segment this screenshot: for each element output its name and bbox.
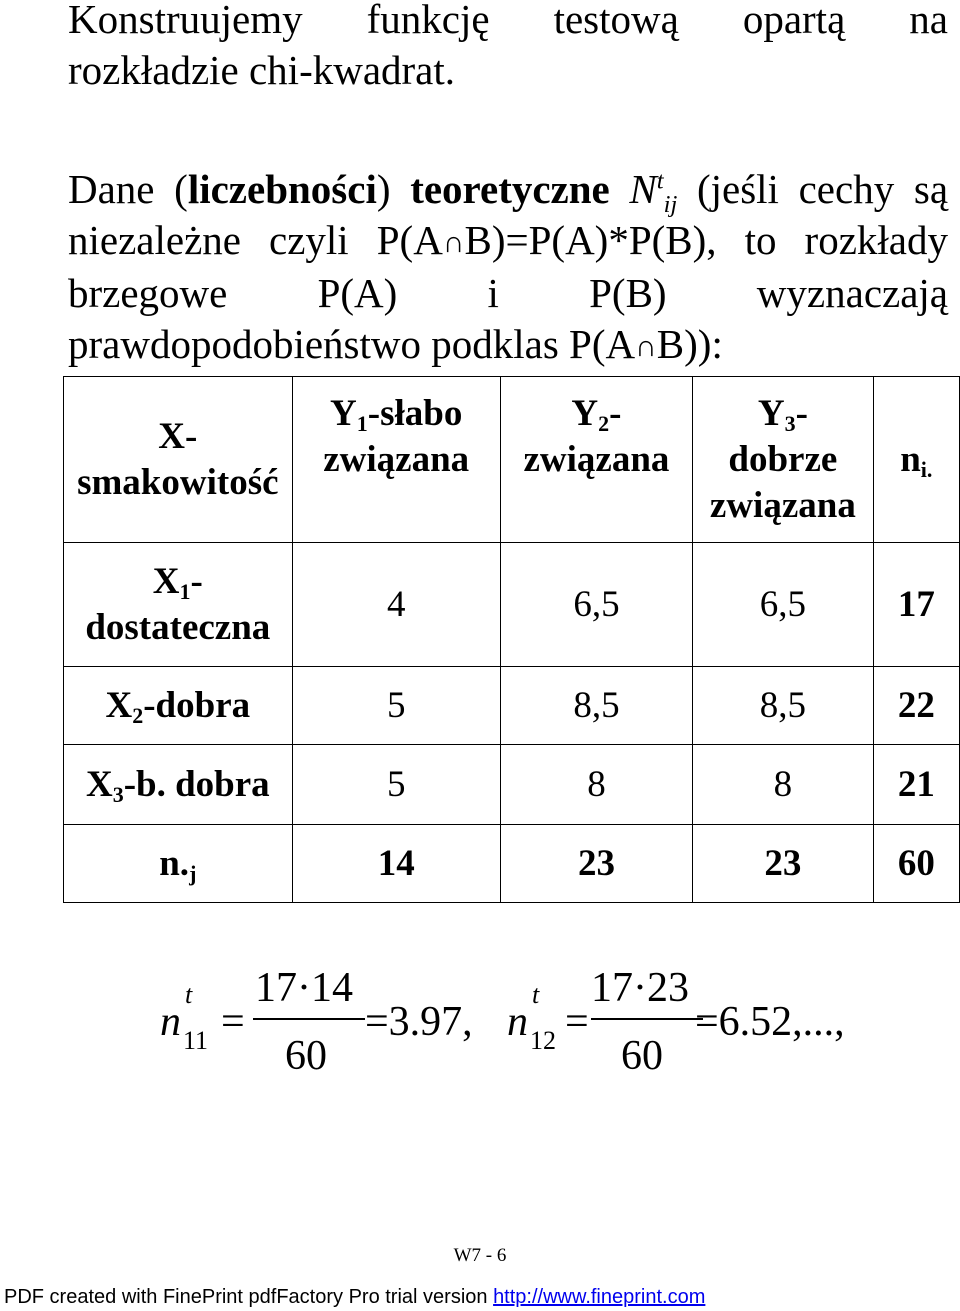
table-row	[64, 745, 960, 825]
grand-total: 60	[873, 825, 959, 903]
formula-num2: 17·23	[591, 965, 689, 1011]
paragraph-line-1: Dane (liczebności) teoretyczne $N^t_{ij}$ (jeśli cechy są	[68, 166, 949, 219]
header-y3: $Y_3-$ dobrze związana	[693, 377, 874, 543]
formula-t1: t	[185, 980, 193, 1009]
formula-res2: =6.52,...,	[695, 999, 845, 1045]
header-ni: $n_{i.}$	[873, 377, 959, 543]
formula-num1: 17·14	[255, 965, 353, 1011]
row-label: $X_3-b$. dobra	[64, 745, 293, 825]
fineprint-link[interactable]: http://www.fineprint.com	[493, 1286, 706, 1308]
totals-label: $n._j$	[64, 825, 293, 903]
formula-sub11: 11	[183, 1026, 209, 1055]
cell: 4	[292, 543, 500, 667]
bold-liczebnosci: liczebności	[187, 166, 377, 212]
pdf-footer-text: PDF created with FinePrint pdfFactory Pro trial version	[4, 1286, 494, 1308]
header-x: X- smakowitość	[64, 377, 293, 543]
formula-eq1: =	[221, 999, 245, 1045]
row-total: 17	[873, 543, 959, 667]
cell: 6,5	[500, 543, 692, 667]
header-y2: $Y_2-$ związana	[500, 377, 692, 543]
fraction-bar-1	[253, 1018, 365, 1020]
page-number: W7 - 6	[453, 1245, 507, 1266]
cell: 8,5	[500, 667, 692, 745]
paragraph-line-3: brzegowe P(A) i P(B) wyznaczają	[68, 270, 948, 316]
cell: 5	[292, 667, 500, 745]
formula-n11: n	[160, 999, 181, 1045]
intersection-symbol: ∩	[442, 226, 465, 259]
row-total: 22	[873, 667, 959, 745]
formula-den2: 60	[621, 1033, 663, 1079]
row-label: $X_2$-dobra	[64, 667, 293, 745]
table-totals-row	[64, 825, 960, 903]
column-total: 23	[500, 825, 692, 903]
intro-line-2: rozkładzie chi-kwadrat.	[68, 47, 456, 93]
table-row	[64, 667, 960, 745]
paragraph-line-2: niezależne czyli P(A∩B)=P(A)*P(B), to rozkłady	[68, 217, 948, 263]
cell: 8	[500, 745, 692, 825]
row-total: 21	[873, 745, 959, 825]
formula-res1: =3.97,	[365, 999, 473, 1045]
cell: 6,5	[693, 543, 874, 667]
formula-den1: 60	[285, 1033, 327, 1079]
pdf-footer	[4, 1286, 705, 1309]
intersection-symbol: ∩	[635, 330, 657, 363]
intro-line-1: Konstruujemy funkcję testową opartą na	[68, 0, 948, 42]
cell: 8	[693, 745, 874, 825]
row-label: $X_1-$ dostateczna	[64, 543, 293, 667]
formula-n12: n	[507, 999, 528, 1045]
formula-eq2: =	[565, 999, 589, 1045]
cell: 8,5	[693, 667, 874, 745]
contingency-table	[63, 376, 960, 903]
header-y1: $Y_1$-słabo związana	[292, 377, 500, 543]
paragraph-line-4: prawdopodobieństwo podklas P(A∩B)):	[68, 321, 723, 367]
cell: 5	[292, 745, 500, 825]
column-total: 23	[693, 825, 874, 903]
formula	[155, 960, 865, 1080]
fraction-bar-2	[591, 1018, 703, 1020]
main-paragraph	[68, 164, 948, 372]
table-header-row	[64, 377, 960, 543]
bold-teoretyczne: teoretyczne	[410, 166, 610, 212]
symbol-n: N	[629, 166, 657, 212]
column-total: 14	[292, 825, 500, 903]
formula-sub12: 12	[530, 1026, 556, 1055]
intro-paragraph-end	[68, 45, 948, 96]
table-row	[64, 543, 960, 667]
intro-paragraph	[68, 0, 948, 45]
formula-t2: t	[532, 980, 540, 1009]
